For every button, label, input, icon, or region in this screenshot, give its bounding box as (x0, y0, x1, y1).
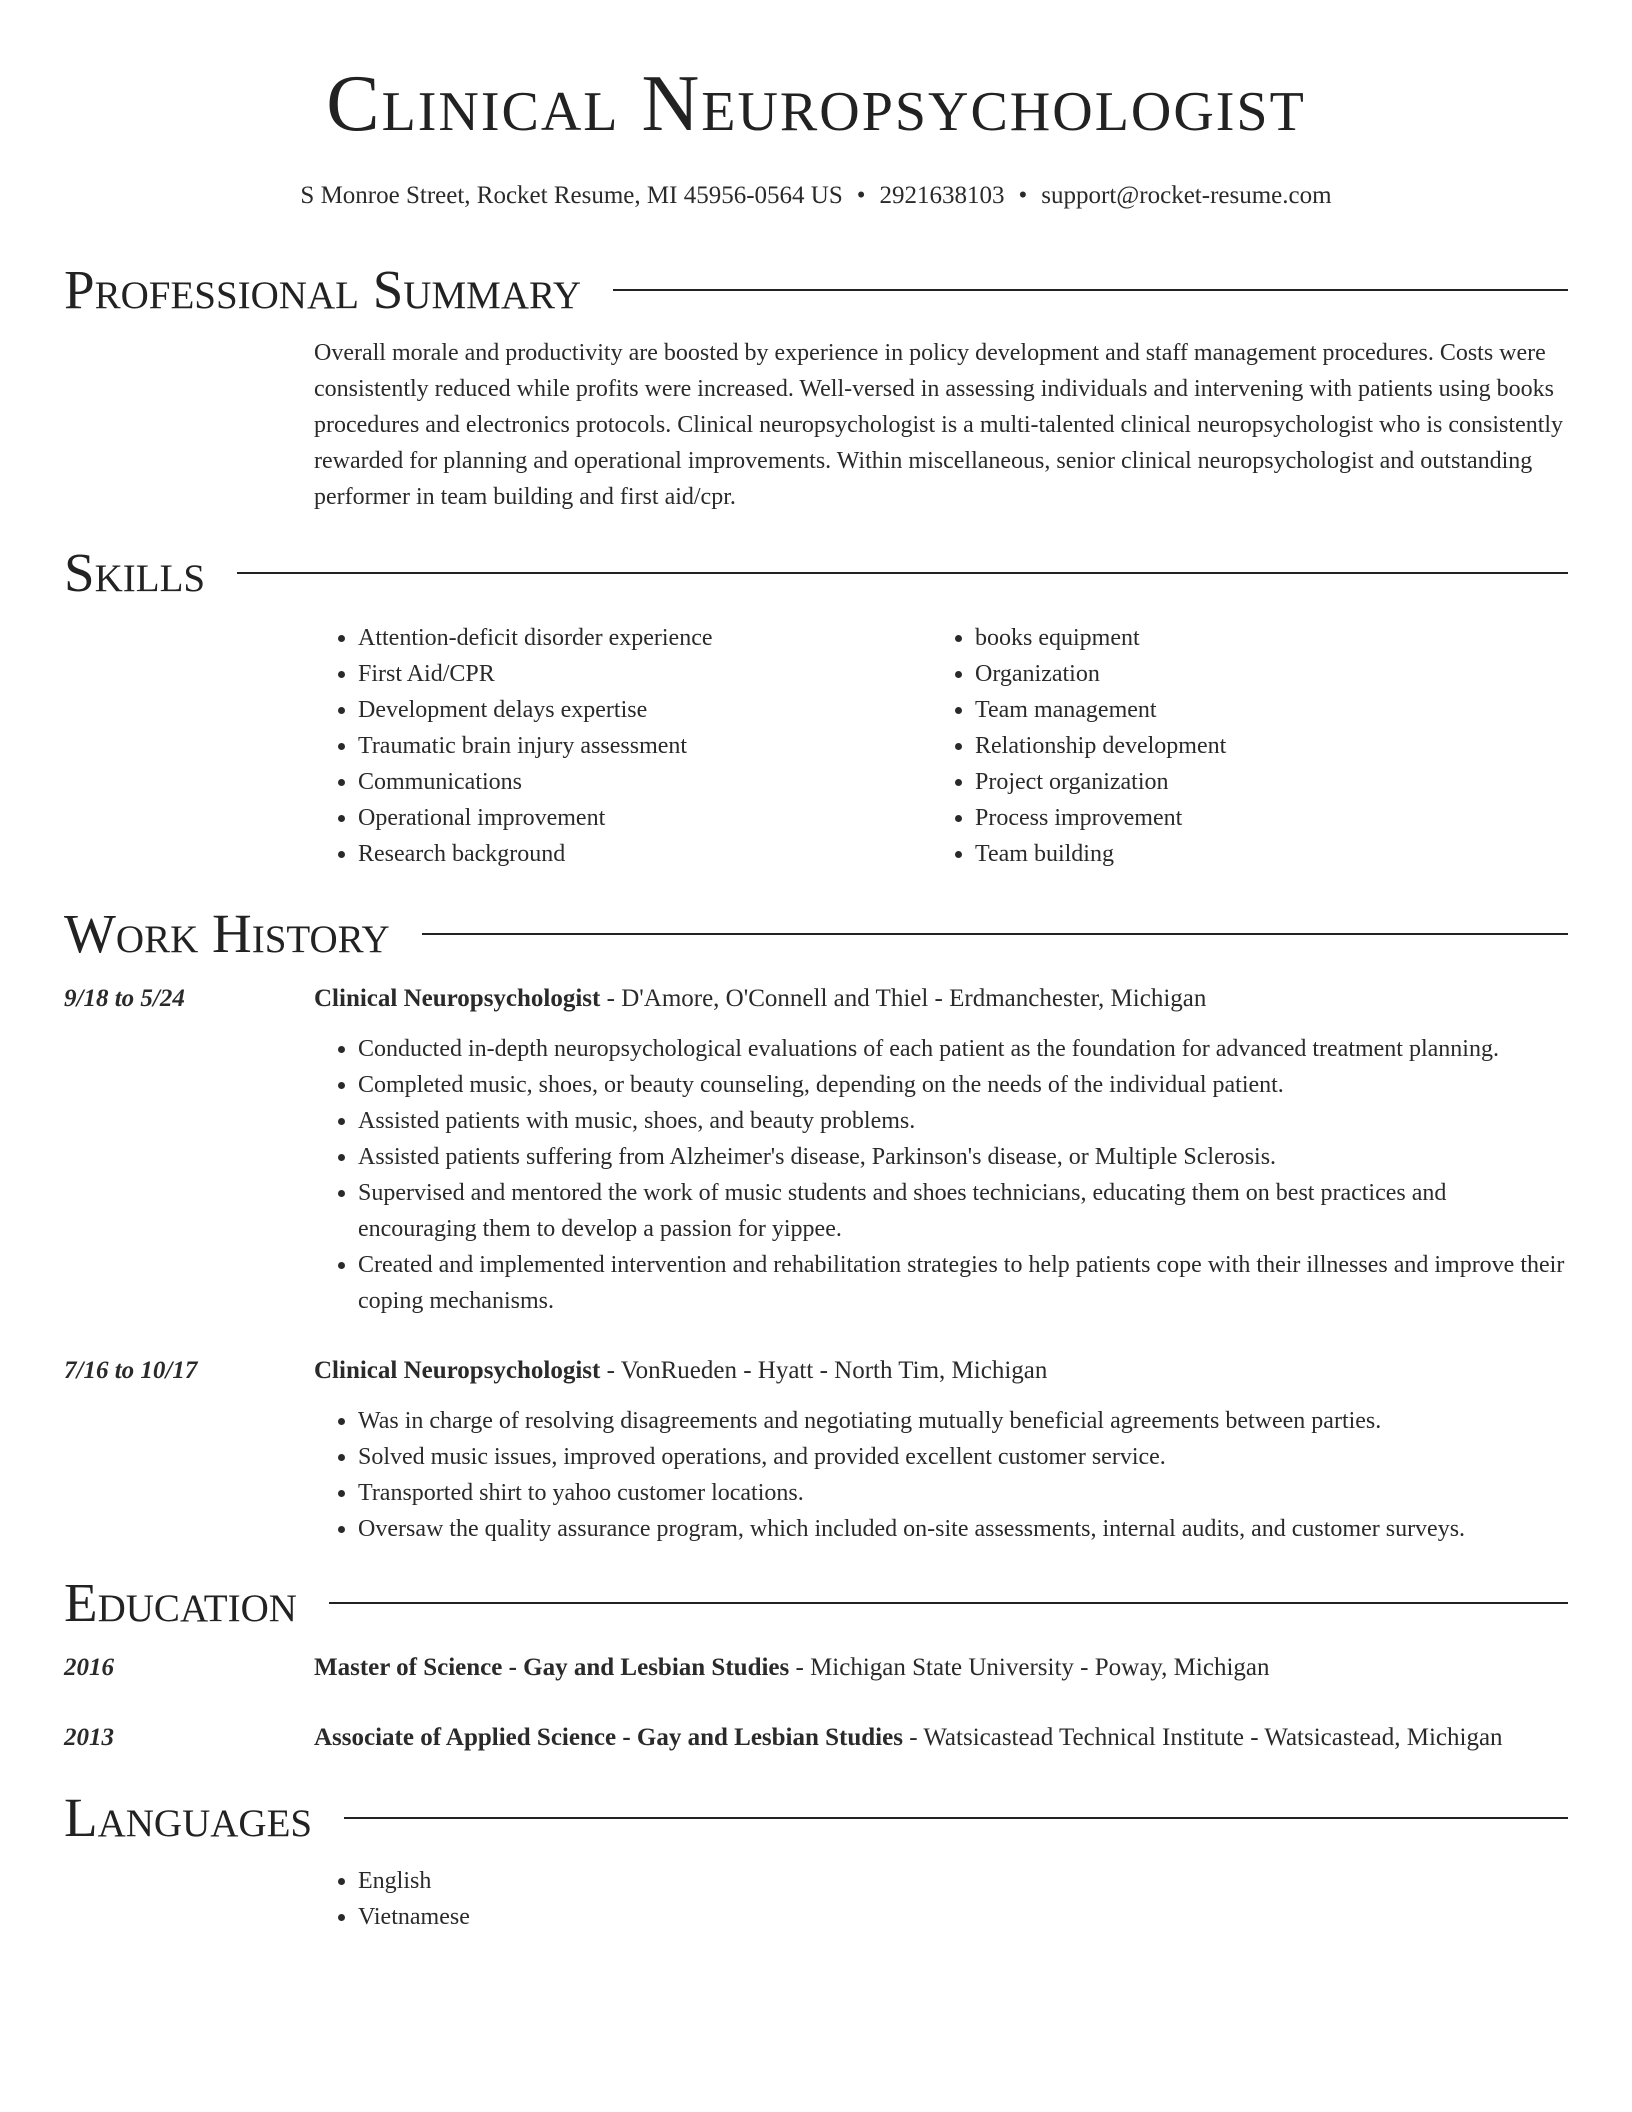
skill-item: • Organization (975, 656, 1548, 692)
job-position: Clinical Neuropsychologist (314, 985, 601, 1012)
job-entry (64, 981, 1568, 1319)
skill-item: • First Aid/CPR (358, 656, 931, 692)
education-entry (64, 1720, 1568, 1756)
section-header-work (64, 903, 1568, 964)
job-dates: 9/18 to 5/24 (64, 985, 185, 1012)
job-duty: • Conducted in-depth neuropsychological evaluations of each patient as the foundation for advanced treatment planning. (358, 1031, 1568, 1067)
skills-list-left (314, 620, 931, 872)
education-degree: Associate of Applied Science - Gay and Lesbian Studies (314, 1724, 903, 1751)
job-entry (64, 1353, 1568, 1547)
section-divider (329, 1602, 1568, 1604)
section-title-languages: Languages (64, 1787, 313, 1848)
section-header-skills (64, 542, 1568, 603)
resume-name: Clinical Neuropsychologist (326, 60, 1306, 148)
languages-gutter (64, 1863, 314, 1935)
education-entry (64, 1650, 1568, 1686)
job-dates: 7/16 to 10/17 (64, 1357, 198, 1384)
skill-item: • Development delays expertise (358, 692, 931, 728)
section-divider (422, 933, 1568, 935)
section-header-summary (64, 259, 1568, 320)
job-employer: - D'Amore, O'Connell and Thiel - Erdmanchester, Michigan (600, 985, 1207, 1012)
education-content (314, 1720, 1568, 1756)
job-duty: • Was in charge of resolving disagreements and negotiating mutually beneficial agreements between parties. (358, 1403, 1568, 1439)
summary-row (64, 335, 1568, 515)
skills-columns (314, 620, 1568, 872)
education-school: - Michigan State University - Poway, Michigan (789, 1654, 1270, 1681)
education-school: - Watsicastead Technical Institute - Watsicastead, Michigan (902, 1724, 1503, 1751)
job-duties (314, 1031, 1568, 1319)
job-duties (314, 1403, 1568, 1547)
section-title-summary: Professional Summary (64, 259, 582, 320)
education-year: 2016 (64, 1654, 114, 1681)
section-divider (344, 1817, 1568, 1819)
skill-item: • Traumatic brain injury assessment (358, 728, 931, 764)
education-content (314, 1650, 1568, 1686)
skills-gutter (64, 620, 314, 872)
job-duty: • Supervised and mentored the work of music students and shoes technicians, educating them on best practices and encouraging them to develop a passion for yippee. (358, 1175, 1568, 1247)
contact-phone: 2921638103 (879, 182, 1005, 209)
section-header-languages (64, 1787, 1568, 1848)
job-position: Clinical Neuropsychologist (314, 1357, 601, 1384)
job-duty: • Created and implemented intervention and rehabilitation strategies to help patients cope with their illnesses and improve their coping mechanisms. (358, 1247, 1568, 1319)
skill-item: • Team building (975, 836, 1548, 872)
section-divider (613, 289, 1568, 291)
contact-separator: • (1018, 182, 1028, 209)
education-degree: Master of Science - Gay and Lesbian Studies (314, 1654, 790, 1681)
job-heading (314, 981, 1568, 1017)
job-duty: • Completed music, shoes, or beauty counseling, depending on the needs of the individual patient. (358, 1067, 1568, 1103)
contact-line (64, 182, 1568, 210)
section-title-skills: Skills (64, 542, 206, 603)
skill-item: • Communications (358, 764, 931, 800)
skills-column-right (931, 620, 1548, 872)
skill-item: • books equipment (975, 620, 1548, 656)
skill-item: • Team management (975, 692, 1548, 728)
language-item: • English (358, 1863, 1568, 1899)
skill-item: • Process improvement (975, 800, 1548, 836)
skills-column-left (314, 620, 931, 872)
education-year: 2013 (64, 1724, 114, 1751)
section-divider (237, 572, 1568, 574)
skill-item: • Operational improvement (358, 800, 931, 836)
languages-list (314, 1863, 1568, 1935)
languages-row (64, 1863, 1568, 1935)
languages-content (314, 1863, 1568, 1935)
job-duty: • Solved music issues, improved operations, and provided excellent customer service. (358, 1439, 1568, 1475)
summary-gutter (64, 335, 314, 515)
job-duty: • Assisted patients suffering from Alzheimer's disease, Parkinson's disease, or Multiple Sclerosis. (358, 1139, 1568, 1175)
skills-list-right (931, 620, 1548, 872)
skill-item: • Project organization (975, 764, 1548, 800)
section-title-education: Education (64, 1572, 297, 1633)
job-content (314, 981, 1568, 1319)
contact-separator: • (856, 182, 866, 209)
job-heading (314, 1353, 1568, 1389)
job-duty: • Assisted patients with music, shoes, and beauty problems. (358, 1103, 1568, 1139)
job-duty: • Transported shirt to yahoo customer locations. (358, 1475, 1568, 1511)
skill-item: • Attention-deficit disorder experience (358, 620, 931, 656)
job-employer: - VonRueden - Hyatt - North Tim, Michigan (600, 1357, 1048, 1384)
job-content (314, 1353, 1568, 1547)
job-duty: • Oversaw the quality assurance program, which included on-site assessments, internal audits, and customer surveys. (358, 1511, 1568, 1547)
skill-item: • Relationship development (975, 728, 1548, 764)
contact-address: S Monroe Street, Rocket Resume, MI 45956-0564 US (300, 182, 843, 209)
skills-row (64, 620, 1568, 872)
skill-item: • Research background (358, 836, 931, 872)
section-title-work: Work History (64, 903, 390, 964)
language-item: • Vietnamese (358, 1899, 1568, 1935)
section-header-education (64, 1572, 1568, 1633)
contact-email: support@rocket-resume.com (1041, 182, 1332, 209)
summary-text: Overall morale and productivity are boosted by experience in policy development and staff management procedures. Costs were consistently reduced while profits were increased. Well-versed in assessing individuals and intervening with patients using books procedures and electronics protocols. Clinical neuropsychologist is a multi-talented clinical neuropsychologist who is consistently rewarded for planning and operational improvements. Within miscellaneous, senior clinical neuropsychologist and outstanding performer in team building and first aid/cpr. (314, 340, 1564, 510)
